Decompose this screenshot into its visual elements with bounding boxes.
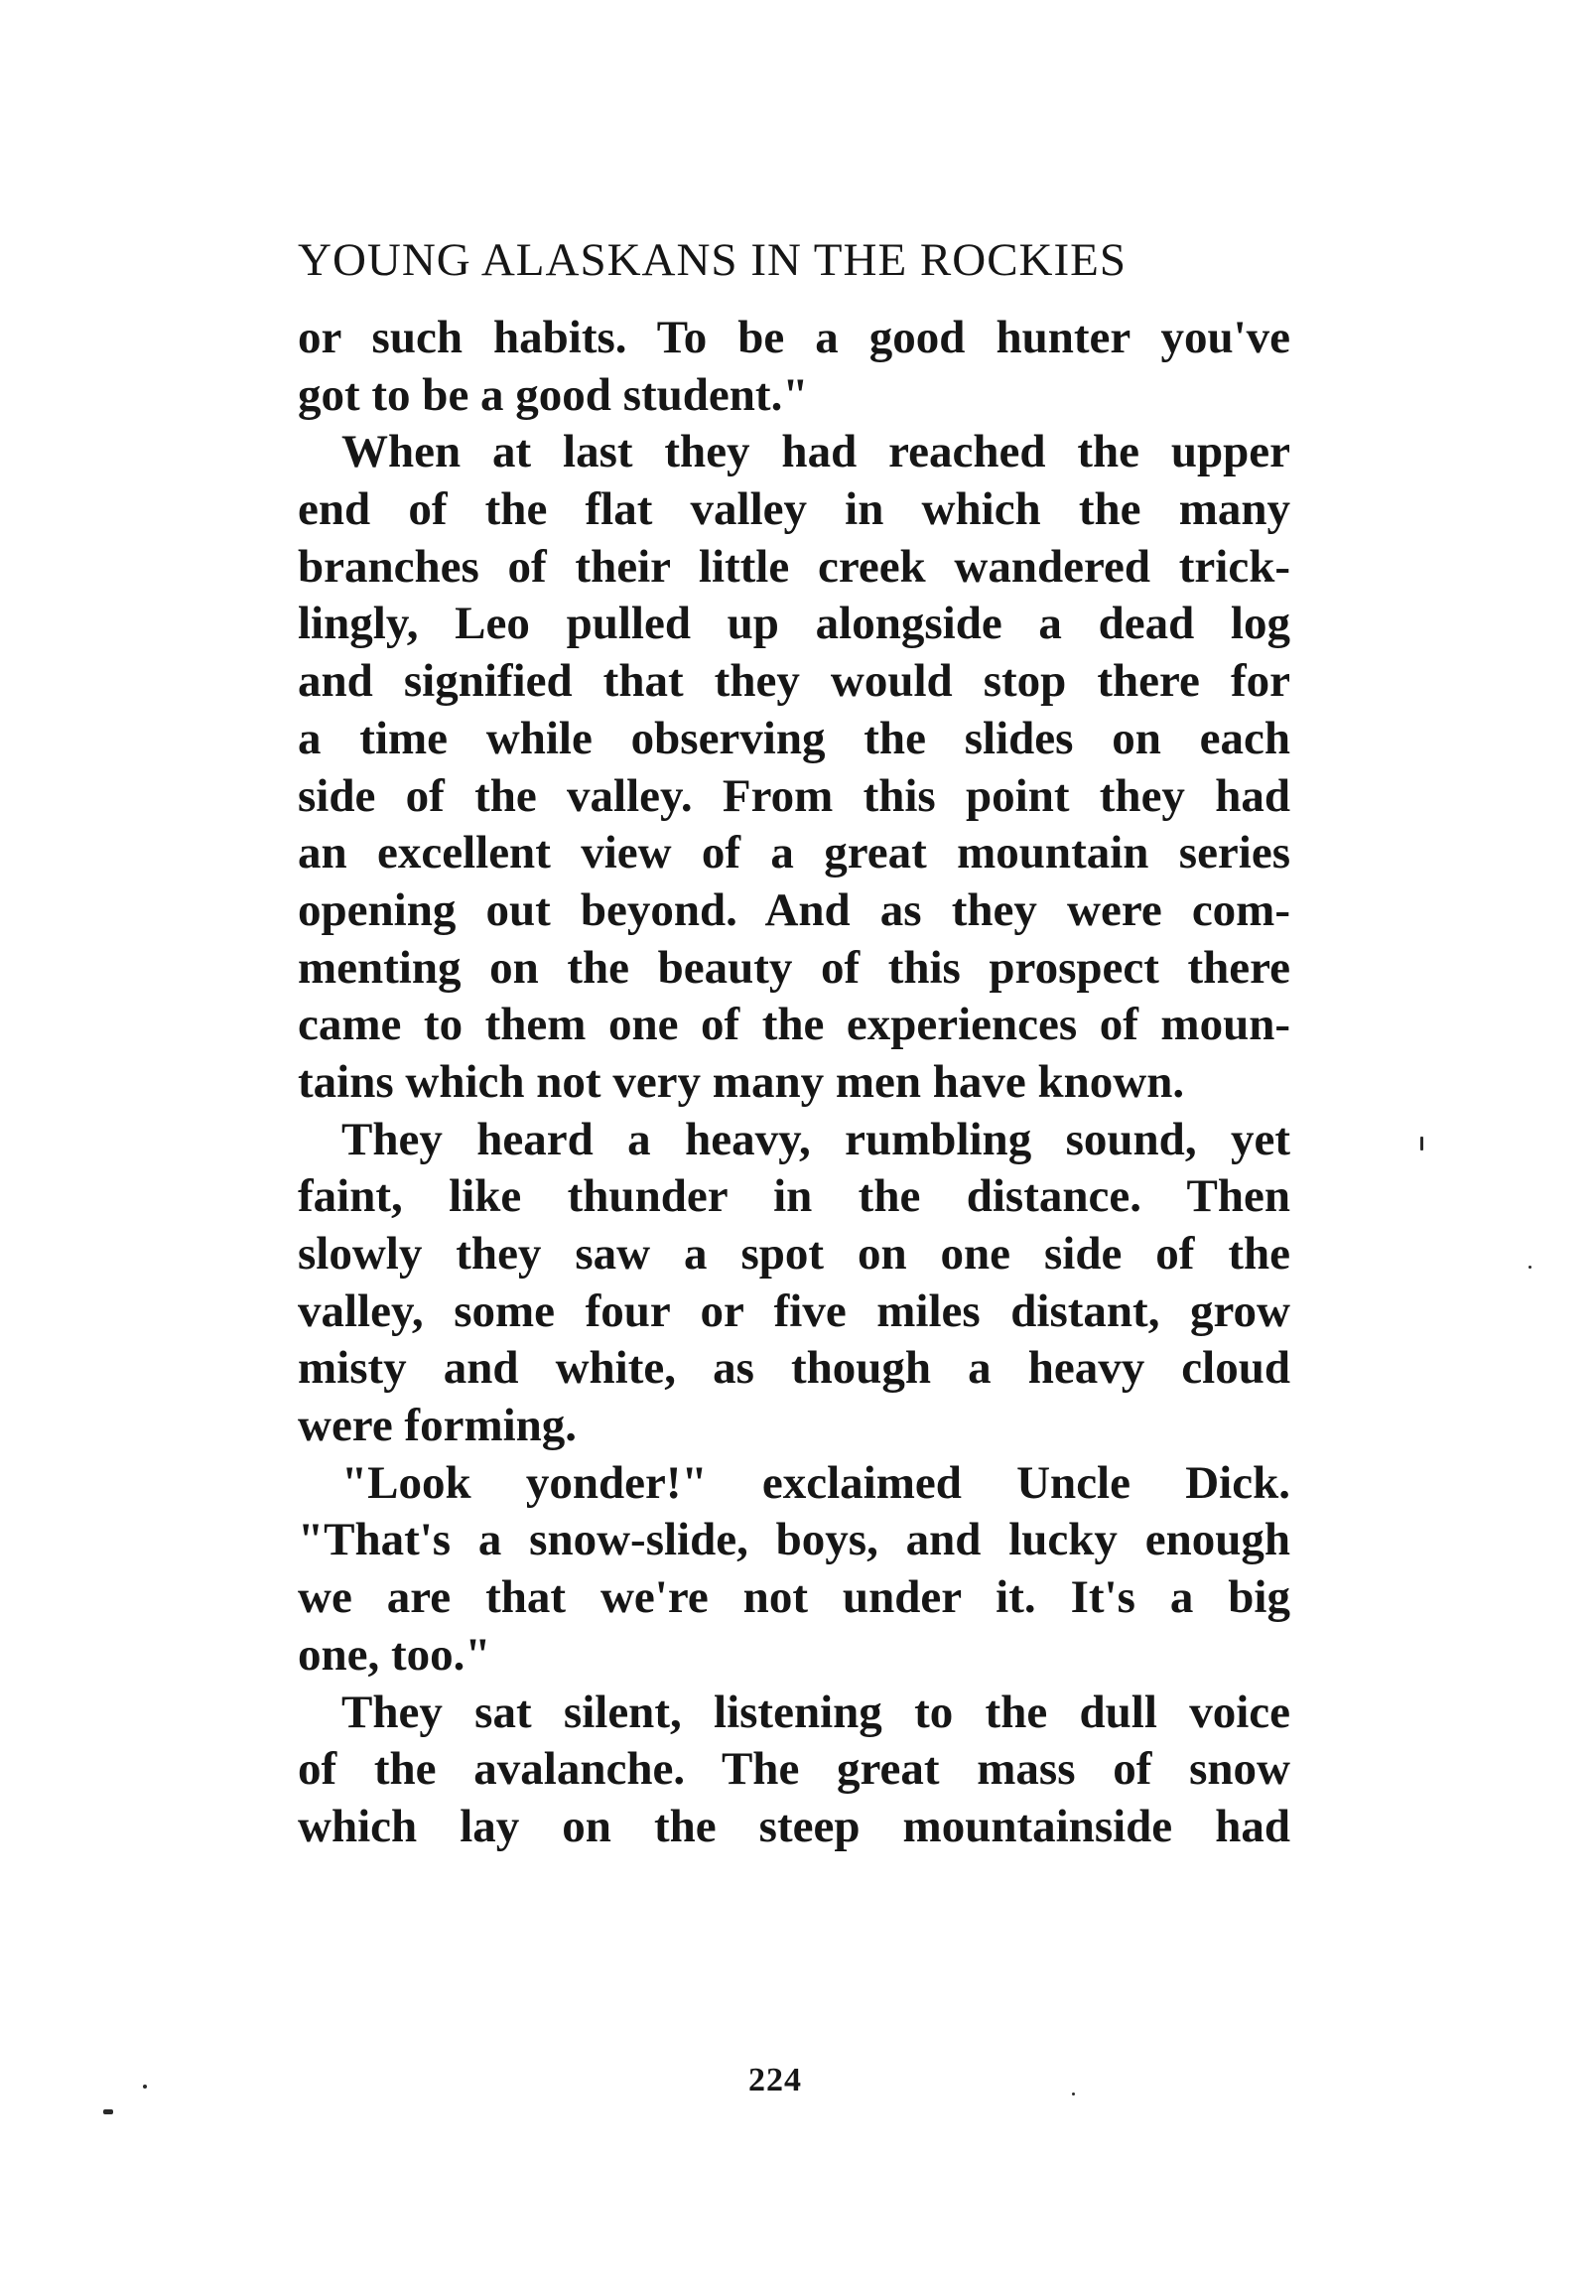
text-line: lingly, Leo pulled up alongside a dead log [298, 598, 1290, 650]
text-line: of the avalanche. The great mass of snow [298, 1743, 1290, 1796]
text-line: which lay on the steep mountainside had [298, 1800, 1290, 1852]
text-line: or such habits. To be a good hunter you've [298, 312, 1290, 363]
scan-speck [1072, 2093, 1075, 2095]
running-title: YOUNG ALASKANS IN THE ROCKIES [298, 234, 1127, 286]
text-line: slowly they saw a spot on one side of the [298, 1228, 1290, 1280]
text-line: were forming. [298, 1400, 578, 1452]
text-line: we are that we're not under it. It's a big [298, 1571, 1290, 1624]
text-line: an excellent view of a great mountain series [298, 827, 1290, 879]
text-line: and signified that they would stop there for [298, 655, 1290, 708]
scan-speck [1420, 1137, 1423, 1150]
text-line: one, too." [298, 1628, 491, 1681]
text-line: faint, like thunder in the distance. Then [298, 1170, 1290, 1223]
text-line: came to them one of the experiences of moun- [298, 999, 1290, 1051]
text-line: opening out beyond. And as they were com- [298, 883, 1290, 936]
text-line: tains which not very many men have known. [298, 1055, 1185, 1108]
paragraph-start-line: "Look yonder!" exclaimed Uncle Dick. [341, 1456, 1290, 1509]
text-line: got to be a good student." [298, 368, 809, 421]
text-line: menting on the beauty of this prospect there [298, 941, 1290, 994]
page-number: 224 [748, 2062, 802, 2098]
scan-speck [103, 2109, 113, 2114]
text-line: misty and white, as though a heavy cloud [298, 1342, 1290, 1395]
text-line: branches of their little creek wandered trick- [298, 540, 1290, 593]
paragraph-start-line: When at last they had reached the upper [341, 426, 1290, 478]
text-line: valley, some four or five miles distant, grow [298, 1284, 1290, 1337]
paragraph-start-line: They heard a heavy, rumbling sound, yet [341, 1113, 1290, 1165]
text-line: end of the flat valley in which the many [298, 483, 1290, 536]
body-text [298, 310, 1290, 1856]
scan-speck [143, 2085, 147, 2089]
scan-speck [1529, 1266, 1531, 1269]
text-line: side of the valley. From this point they had [298, 769, 1290, 822]
text-line: "That's a snow-slide, boys, and lucky enough [298, 1514, 1290, 1566]
paragraph-start-line: They sat silent, listening to the dull voice [341, 1686, 1290, 1738]
text-line: a time while observing the slides on each [298, 712, 1290, 764]
